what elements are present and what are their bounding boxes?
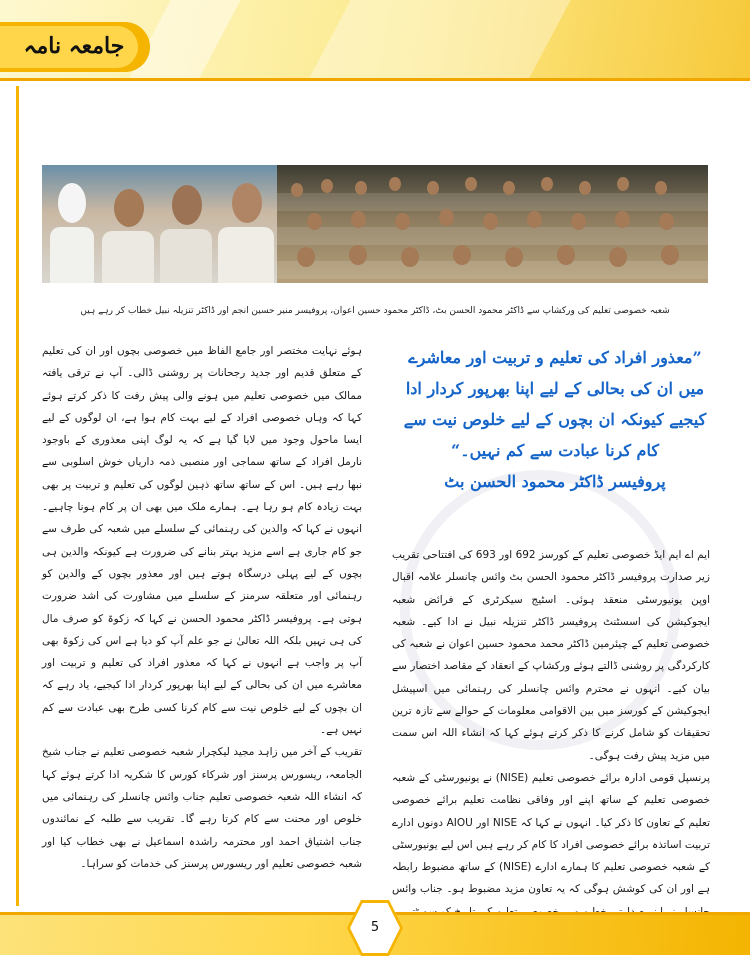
speaker-head <box>232 183 262 223</box>
pull-quote <box>400 342 710 528</box>
article-paragraph: پرنسپل قومی ادارہ برائے خصوصی تعلیم (NISE) نے یونیورسٹی کے شعبہ خصوصی تعلیم کے ساتھ اپنے اور وفاقی نظامت تعلیم برائے خصوصی تعلیم کے تعاون کا ذکر کیا۔ انہوں نے کہا کہ NISE اور AIOU دونوں ادارے تربیت اساتذہ برائے خصوصی افراد کا کام کر رہے ہیں اس لیے یونیورسٹی کے شعبہ خصوصی تعلیم کا ہمارے ادارے (NISE) کے ساتھ مضبوط رابطہ ہے اور ان کی کوشش ہوگی کہ یہ تعاون مزید مضبوط ہو۔ جناب وائس <box>392 771 711 896</box>
footer-margin <box>0 955 750 978</box>
speaker-figure <box>218 227 274 283</box>
pull-quote-text: ”معذور افراد کی تعلیم و تربیت اور معاشرے میں ان کی بحالی کے لیے اپنا بھرپور کردار ادا کیجیے کیونکہ ان بچوں کے لیے خلوص نیت سے کام کرنا عبادت سے کم نہیں۔“ <box>403 348 707 460</box>
speaker-head <box>58 183 86 223</box>
article-column-right <box>392 544 710 923</box>
page-number: 5 <box>370 920 380 935</box>
event-photo <box>42 165 708 283</box>
speaker-figure <box>50 227 94 283</box>
speaker-head <box>172 185 202 225</box>
article-paragraph: ایم اے ایم ایڈ خصوصی تعلیم کے کورسز 692 اور 693 کی افتتاحی تقریب زیر صدارت پروفیسر ڈاکٹر محمود الحسن بٹ وائس چانسلر علامہ اقبال اوپن یونیورسٹی منعقد ہوئی۔ اسٹیج سیکرٹری کے فرائض شعبہ ایجوکیشن کی اسسٹنٹ پروفیسر ڈاکٹر تنزیلہ نبیل نے ادا کیے۔ شعبہ خصوصی تعلیم کے چیئرمین ڈاکٹر محمد محمود حسین اعوان نے شعبہ کی کارکردگی پر روشنی ڈالتے ہوئے ورکشاپ کے انعقاد کے مقاصد اختصار سے بیان کیے۔ انہوں نے محترم وائس چانسلر کی رہنمائی میں اسپیشل ایجوکیشن کے کورسز میں بین الاقوامی معلومات کے حوالے سے تازہ ترین تحقیقات کو شامل کرنے کا ذکر کرتے ہوئے کہا کہ انشاء اللہ اس سمت میں مزید پیش رفت ہوگی۔ <box>392 549 710 762</box>
pull-quote-author: پروفیسر ڈاکٹر محمود الحسن بٹ <box>444 472 666 491</box>
article-paragraph: تقریب کے آخر میں زاہد مجید لیکچرار شعبہ خصوصی تعلیم نے جناب شیخ الجامعہ، ریسورس پرسنز اور شرکاء کورس کا شکریہ ادا کرتے ہوئے کہا کہ انشاء اللہ شعبہ خصوصی تعلیم جناب وائس چانسلر کی رہنمائی میں خلوص اور محنت سے کام کرتا رہے گا۔ تقریب سے طلبہ کے نمائندوں جناب اشتیاق احمد اور محترمہ راشدہ اسماعیل نے بھی خطاب کیا اور شعبہ خصوصی تعلیم اور ریسورس پرسنز کی خدمات کو سراہا۔ <box>42 746 362 870</box>
header-stripe <box>309 0 570 78</box>
speaker-figure <box>160 229 212 283</box>
header-rule <box>0 78 750 81</box>
speakers-photo <box>42 165 277 283</box>
speaker-head <box>114 189 144 227</box>
speaker-figure <box>102 231 154 283</box>
photo-caption: شعبہ خصوصی تعلیم کی ورکشاپ سے ڈاکٹر محمود الحسن بٹ، ڈاکٹر محمود حسین اعوان، پروفیسر منیر حسین انجم اور ڈاکٹر تنزیلہ نبیل خطاب کر رہے ہیں <box>80 306 670 316</box>
article-paragraph: ہوئے نہایت مختصر اور جامع الفاظ میں خصوصی بچوں اور ان کی تعلیم کے متعلق قدیم اور جدید رجحانات پر روشنی ڈالی۔ آپ نے ترقی یافتہ ممالک میں خصوصی تعلیم میں ہونے والی پیش رفت کا ذکر کرتے ہوئے کہا کہ وہاں خصوصی افراد کے لیے بہت کام ہوا ہے، ان لوگوں کے لیے ایسا ماحول وجود میں لایا گیا ہے کہ یہ لوگ اپنی معذوری کے باوجود نارمل افراد کے ساتھ سماجی اور منصبی ذمہ داریاں خوش اسلوبی سے نبھا رہے ہیں۔ اس کے ساتھ ساتھ ذہین لوگوں کی تعلیم و تربیت پر بھی بہت زیادہ کام ہو رہا ہے۔ ہمارے ملک میں بھی ان پر کام ہونا چاہیے۔ انہوں نے کہا کہ والدین کی رہنمائی کے سلسلے میں شعبہ کی طرف سے جو کام جاری ہے اسے مزید بہتر بنانے کی ضرورت ہے کیونکہ والدین ہی بچوں کے لیے پہلی درسگاہ ہوتے ہیں اور معذور بچوں کے والدین کو رہنمائی اور متعلقہ سرمنز کے سلسلے میں مشاورت کی اشد ضرورت ہوتی ہے۔ پروفیسر ڈاکٹر محمود الحسن نے کہا کہ زکوۃ کو صرف مال کی ہی نہیں بلکہ اللہ تعالیٰ نے جو علم آپ کو دیا ہے اس کی زکوۃ بھی آپ پر واجب ہے انہوں نے کہا کہ معذور افراد کی تعلیم و تربیت اور معاشرے میں ان کی بحالی کے لیے اپنا بھرپور کردار ادا کیجیے، یاد رہے کہ ان بچوں کے لیے خلوص نیت سے کام کرنا کسی طرح بھی عبادت سے کم نہیں ہے۔ <box>42 345 362 737</box>
article-column-left <box>42 340 362 875</box>
section-title: جامعہ نامہ <box>23 33 125 59</box>
margin-rule <box>16 86 19 906</box>
header-band <box>0 0 750 78</box>
audience-photo <box>277 165 708 283</box>
